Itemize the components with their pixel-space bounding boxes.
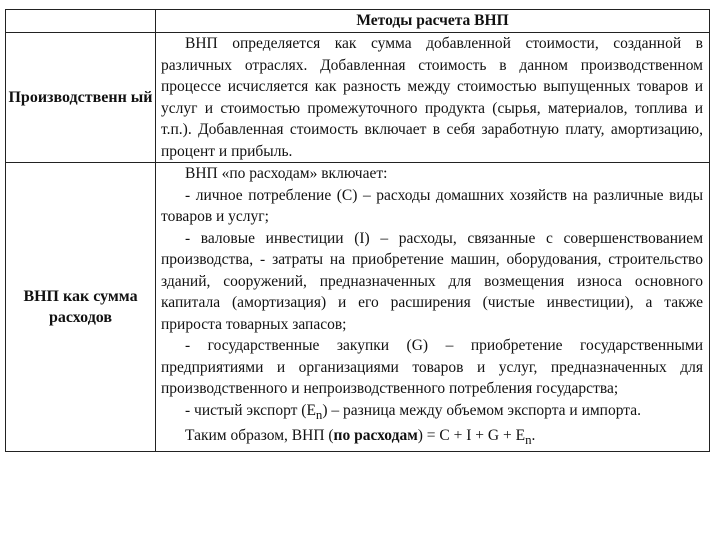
table-header-row [6, 10, 710, 33]
row-body-expenditure [156, 163, 710, 452]
summary-formula [161, 425, 703, 451]
paragraph: - государственные закупки (G) – приобретение государственными предприятиями и организациями товаров и услуг, предназначенных для производственного и непроизводственного потребления государства; [161, 337, 703, 397]
gnp-methods-table [5, 9, 710, 452]
paragraph: ВНП «по расходам» включает: [185, 165, 388, 182]
header-empty-cell [6, 10, 156, 33]
paragraph: - валовые инвестиции (I) – расходы, связанные с совершенствованием производства, - затраты на приобретение машин, оборудования, строительство зданий, сооружений, предназначенных для возмещения износа основного капитала (амортизация) и его расширения (чистые инвестиции), а также прироста товарных запасов; [161, 229, 703, 333]
summary-prefix: Таким образом, ВНП ( [185, 427, 334, 445]
summary-subscript: n [525, 432, 532, 448]
table-title: Методы расчета ВНП [156, 10, 710, 33]
table-row-expenditure [6, 163, 710, 452]
paragraph: - личное потребление (С) – расходы домашних хозяйств на различные виды товаров и услуг; [161, 186, 703, 225]
row-label-production: Производственн ый [6, 33, 156, 163]
net-export-start: - чистый экспорт (Е [185, 401, 316, 419]
summary-suffix: ) = C + I + G + E [417, 427, 526, 445]
summary-bold: по расходам [333, 427, 418, 445]
net-export-end: ) – разница между объемом экспорта и импорта. [322, 401, 641, 419]
summary-end: . [531, 427, 536, 445]
paragraph-net-export [161, 400, 703, 426]
paragraph: ВНП определяется как сумма добавленной стоимости, созданной в различных отраслях. Добавленная стоимость в данном производственном процессе исчисляется как разность между стоимостью выпущенных товаров и услуг и стоимостью промежуточного продукта (сырья, материалов, топлива и т.п.). Добавленная стоимость включает в себя заработную плату, амортизацию, процент и прибыль. [161, 35, 703, 160]
net-export-subscript: n [315, 406, 323, 422]
row-label-expenditure: ВНП как сумма расходов [6, 163, 156, 452]
row-body-production [156, 33, 710, 163]
table-row-production [6, 33, 710, 163]
